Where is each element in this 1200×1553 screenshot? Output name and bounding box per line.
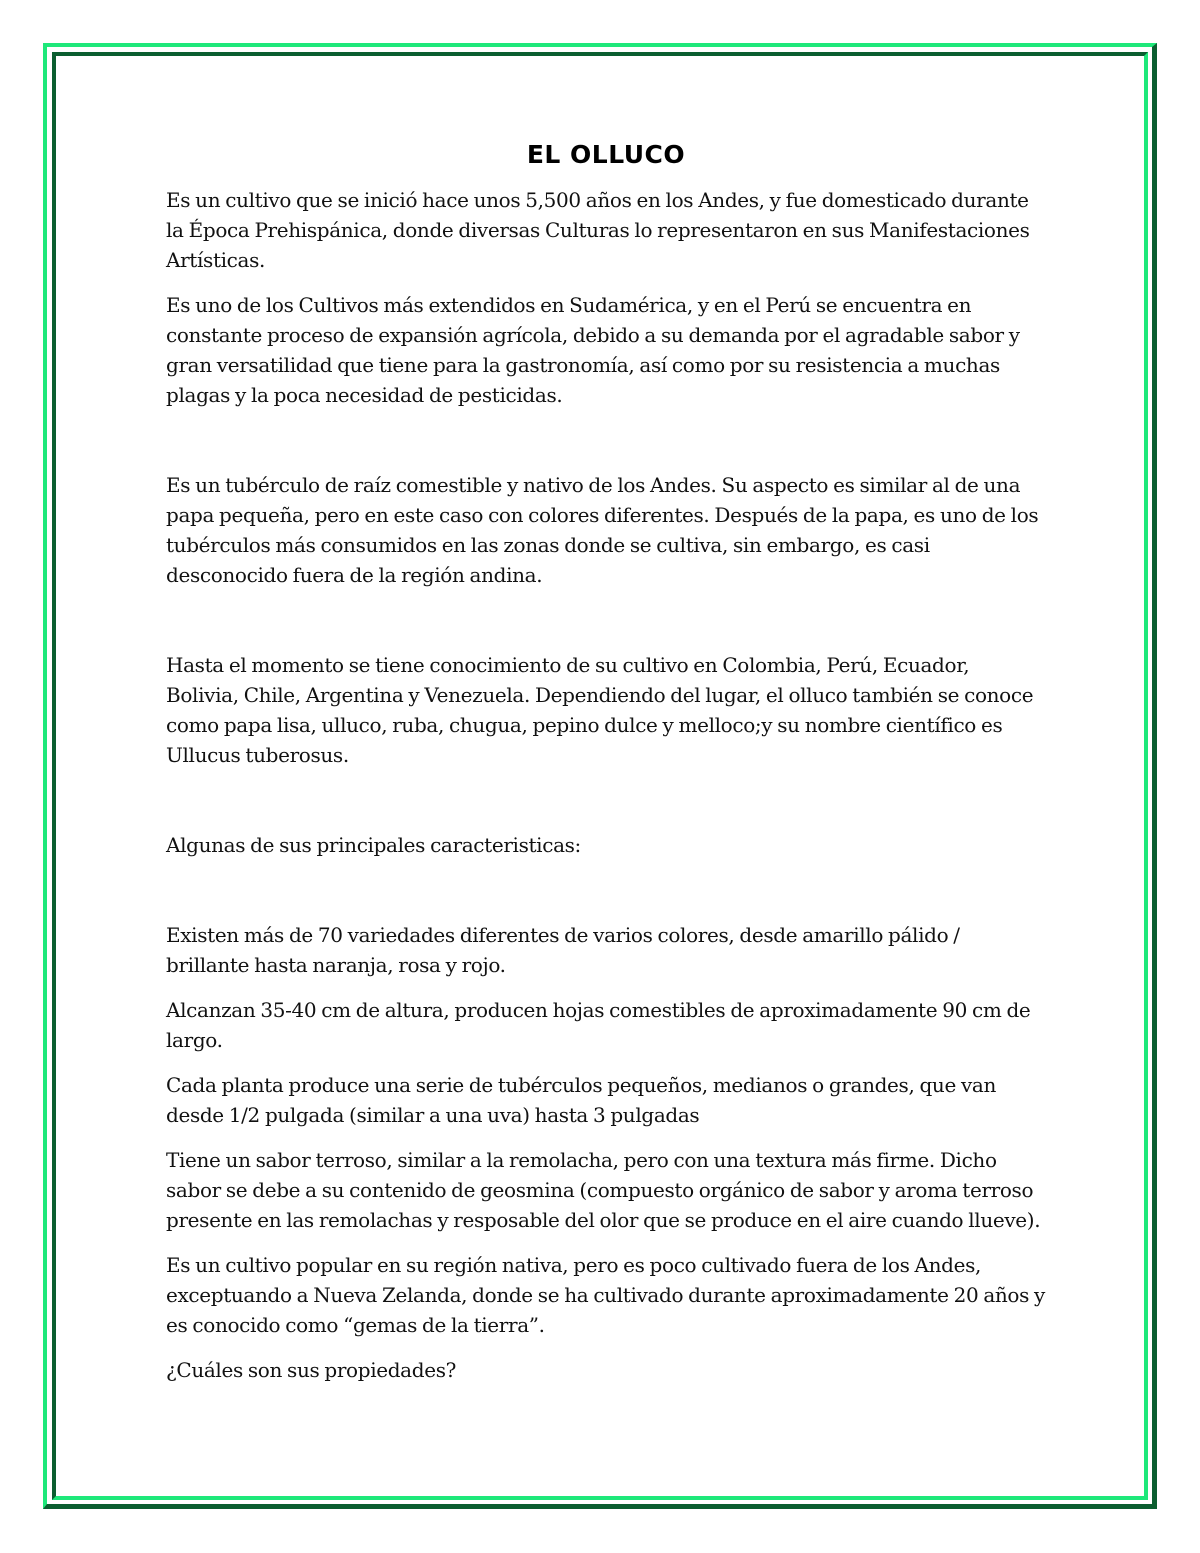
paragraph-expansion: Es uno de los Cultivos más extendidos en Sudamérica, y en el Perú se encuentra en constante proceso de expansión agrícola, debido a su demanda por el agradable sabor y gran versatilidad que tiene para la gastronomía, así como por su resistencia a muchas plagas y la poca necesidad de pesticidas. xyxy=(166,293,1020,407)
paragraph-flavor: Tiene un sabor terroso, similar a la remolacha, pero con una textura más firme. Dicho sabor se debe a su contenido de geosmina (compuesto orgánico de sabor y aroma terroso presente en las remolachas y resposable del olor que se produce en el aire cuando llueve). xyxy=(166,1148,1041,1232)
document-title: EL OLLUCO xyxy=(526,140,686,169)
paragraph-tubers: Cada planta produce una serie de tubérculos pequeños, medianos o grandes, que van desde 1/2 pulgada (similar a una uva) hasta 3 pulgadas xyxy=(166,1073,997,1127)
paragraph-description: Es un tubérculo de raíz comestible y nativo de los Andes. Su aspecto es similar al de una papa pequeña, pero en este caso con colores diferentes. Después de la papa, es uno de los tubérculos más consumidos en las zonas donde se cultiva, sin embargo, es casi desconocido fuera de la región andina. xyxy=(166,473,1039,587)
paragraph-popularity: Es un cultivo popular en su región nativa, pero es poco cultivado fuera de los Andes, exceptuando a Nueva Zelanda, donde se ha cultivado durante aproximadamente 20 años y es conocido como “gemas de la tierra”. xyxy=(166,1253,1045,1337)
paragraph-origin: Es un cultivo que se inició hace unos 5,500 años en los Andes, y fue domesticado durante la Época Prehispánica, donde diversas Culturas lo representaron en sus Manifestaciones Artísticas. xyxy=(166,188,1030,272)
paragraph-characteristics-heading: Algunas de sus principales caracteristicas: xyxy=(166,833,581,857)
document-body xyxy=(166,138,1046,1400)
paragraph-regions: Hasta el momento se tiene conocimiento de su cultivo en Colombia, Perú, Ecuador, Bolivia, Chile, Argentina y Venezuela. Dependiendo del lugar, el olluco también se conoce como papa lisa, ulluco, ruba, chugua, pepino dulce y melloco;y su nombre científico es Ullucus tuberosus. xyxy=(166,653,1034,767)
paragraph-varieties: Existen más de 70 variedades diferentes de varios colores, desde amarillo pálido / brillante hasta naranja, rosa y rojo. xyxy=(166,923,960,977)
paragraph-height: Alcanzan 35-40 cm de altura, producen hojas comestibles de aproximadamente 90 cm de largo. xyxy=(166,998,1031,1052)
paragraph-properties-question: ¿Cuáles son sus propiedades? xyxy=(166,1358,456,1382)
